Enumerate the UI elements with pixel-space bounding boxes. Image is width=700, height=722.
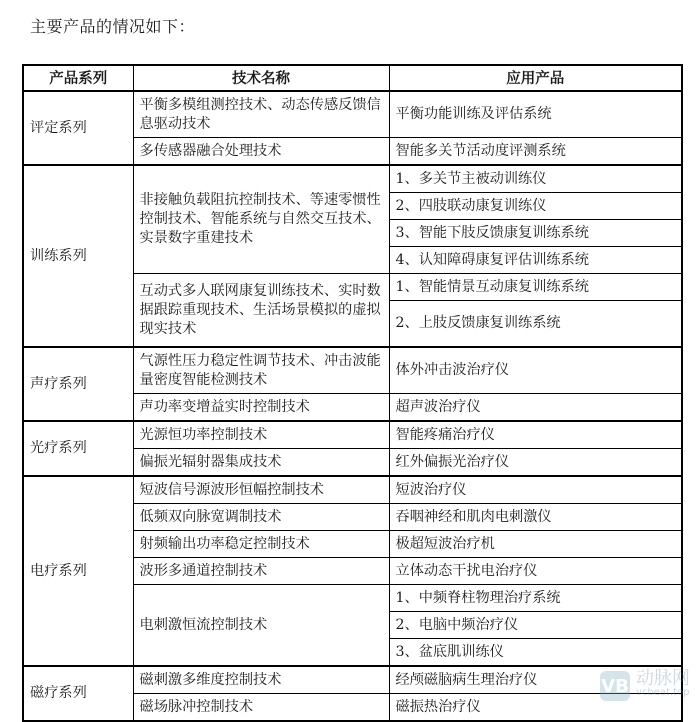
app-cell: 红外偏振光治疗仪 [389, 449, 682, 477]
tech-cell: 平衡多模组测控技术、动态传感反馈信息驱动技术 [133, 91, 389, 138]
series-assess: 评定系列 [23, 91, 133, 165]
series-electric: 电疗系列 [23, 476, 133, 666]
table-row [23, 421, 682, 449]
app-cell: 3、智能下肢反馈康复训练系统 [389, 220, 682, 247]
app-cell: 立体动态干扰电治疗仪 [389, 558, 682, 585]
product-table [22, 64, 683, 722]
table-row [23, 91, 682, 138]
table-row [23, 165, 682, 193]
tech-cell: 偏振光辐射器集成技术 [133, 449, 389, 477]
app-cell: 平衡功能训练及评估系统 [389, 91, 682, 138]
table-row [23, 347, 682, 394]
series-light: 光疗系列 [23, 421, 133, 476]
series-train: 训练系列 [23, 165, 133, 347]
tech-cell: 磁刺激多维度控制技术 [133, 666, 389, 694]
header-app: 应用产品 [389, 65, 682, 91]
tech-cell: 气源性压力稳定性调节技术、冲击波能量密度智能检测技术 [133, 347, 389, 394]
tech-cell: 光源恒功率控制技术 [133, 421, 389, 449]
table-header-row [23, 65, 682, 91]
app-cell: 吞咽神经和肌肉电刺激仪 [389, 504, 682, 531]
series-sound: 声疗系列 [23, 347, 133, 421]
app-cell: 磁振热治疗仪 [389, 694, 682, 722]
series-magnetic: 磁疗系列 [23, 666, 133, 721]
app-cell: 体外冲击波治疗仪 [389, 347, 682, 394]
app-cell: 2、电脑中频治疗仪 [389, 612, 682, 639]
tech-cell: 互动式多人联网康复训练技术、实时数据跟踪重现技术、生活场景模拟的虚拟现实技术 [133, 274, 389, 348]
table-row [23, 476, 682, 504]
tech-cell: 非接触负载阻抗控制技术、等速零惯性控制技术、智能系统与自然交互技术、实景数字重建技术 [133, 165, 389, 274]
app-cell: 1、智能情景互动康复训练系统 [389, 274, 682, 301]
app-cell: 智能多关节活动度评测系统 [389, 138, 682, 166]
header-series: 产品系列 [23, 65, 133, 91]
watermark [600, 668, 690, 701]
app-cell: 短波治疗仪 [389, 476, 682, 504]
watermark-domain: vcbeat.top [636, 687, 690, 698]
tech-cell: 多传感器融合处理技术 [133, 138, 389, 166]
tech-cell: 短波信号源波形恒幅控制技术 [133, 476, 389, 504]
intro-text: 主要产品的情况如下： [30, 17, 196, 36]
watermark-logo-icon: VB [600, 671, 630, 701]
app-cell: 极超短波治疗机 [389, 531, 682, 558]
header-tech: 技术名称 [133, 65, 389, 91]
app-cell: 2、四肢联动康复训练仪 [389, 193, 682, 220]
app-cell: 3、盆底肌训练仪 [389, 639, 682, 667]
app-cell: 1、多关节主被动训练仪 [389, 165, 682, 193]
tech-cell: 波形多通道控制技术 [133, 558, 389, 585]
app-cell: 1、中频脊柱物理治疗系统 [389, 585, 682, 612]
watermark-name: 动脉网 [636, 668, 690, 689]
app-cell: 4、认知障碍康复评估训练系统 [389, 247, 682, 274]
app-cell: 经颅磁脑病生理治疗仪 [389, 666, 682, 694]
tech-cell: 声功率变增益实时控制技术 [133, 394, 389, 422]
tech-cell: 射频输出功率稳定控制技术 [133, 531, 389, 558]
app-cell: 2、上肢反馈康复训练系统 [389, 301, 682, 348]
tech-cell: 电刺激恒流控制技术 [133, 585, 389, 667]
app-cell: 超声波治疗仪 [389, 394, 682, 422]
app-cell: 智能疼痛治疗仪 [389, 421, 682, 449]
tech-cell: 磁场脉冲控制技术 [133, 694, 389, 722]
tech-cell: 低频双向脉宽调制技术 [133, 504, 389, 531]
table-row [23, 666, 682, 694]
